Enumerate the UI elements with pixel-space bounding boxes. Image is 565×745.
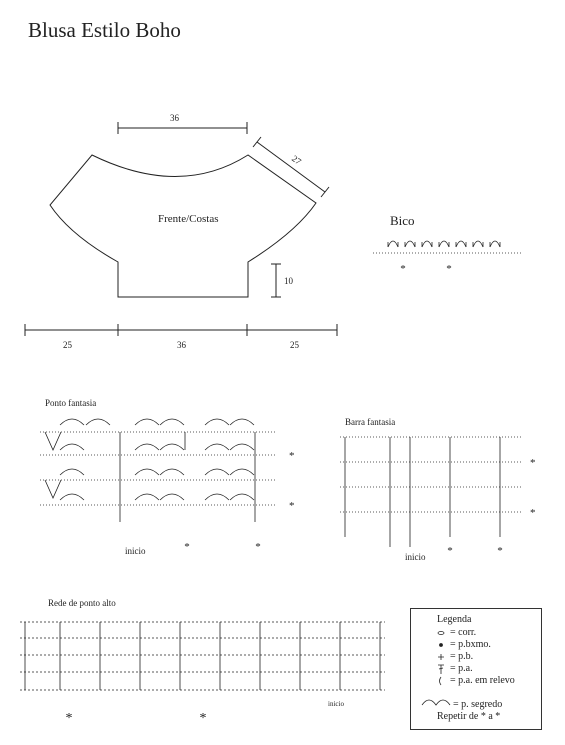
ponto-fantasia-mark-1: *: [289, 450, 295, 462]
ponto-fantasia-mark-2: *: [289, 500, 295, 512]
barra-fantasia-chart: [340, 437, 522, 547]
bico-chart: [373, 241, 523, 253]
bico-title: Bico: [390, 213, 415, 228]
legend-item-chain: = corr.: [450, 627, 477, 638]
barra-fantasia-start: inicio: [405, 552, 426, 562]
rede-start: inicio: [328, 700, 344, 708]
ponto-fantasia-title: Ponto fantasia: [45, 398, 97, 408]
rede-title: Rede de ponto alto: [48, 598, 116, 608]
ponto-fantasia-start: inicio: [125, 546, 146, 556]
dim-side: 27: [289, 153, 304, 167]
barra-fantasia-mark-4: *: [497, 545, 503, 557]
legend-item-sc: = p.b.: [450, 651, 474, 662]
bico-mark-2: *: [446, 263, 452, 275]
rede-chart: [20, 622, 385, 690]
dim-top: 36: [170, 113, 179, 123]
ponto-fantasia-mark-4: *: [255, 541, 261, 553]
dim-armhole: 10: [284, 276, 293, 286]
ponto-fantasia-chart: [40, 419, 275, 522]
ponto-fantasia-mark-3: *: [184, 541, 190, 553]
legend-repeat: Repetir de * a *: [437, 711, 501, 722]
barra-fantasia-title: Barra fantasia: [345, 417, 396, 427]
barra-fantasia-mark-3: *: [447, 545, 453, 557]
legend-title: Legenda: [437, 614, 472, 625]
legend-item-relief: = p.a. em relevo: [450, 675, 515, 686]
rede-mark-1: *: [65, 711, 73, 726]
bico-mark-1: *: [400, 263, 406, 275]
dim-bottom-left: 25: [63, 340, 72, 350]
dim-bottom-center: 36: [177, 340, 186, 350]
panel-label: Frente/Costas: [158, 213, 219, 225]
rede-mark-2: *: [199, 711, 207, 726]
legend-item-secret: = p. segredo: [453, 699, 503, 710]
legend-item-slip: = p.bxmo.: [450, 639, 491, 650]
page-title: Blusa Estilo Boho: [28, 18, 181, 42]
barra-fantasia-mark-1: *: [530, 457, 536, 469]
barra-fantasia-mark-2: *: [530, 507, 536, 519]
legend-item-dc: = p.a.: [450, 663, 473, 674]
dim-bottom-right: 25: [290, 340, 299, 350]
